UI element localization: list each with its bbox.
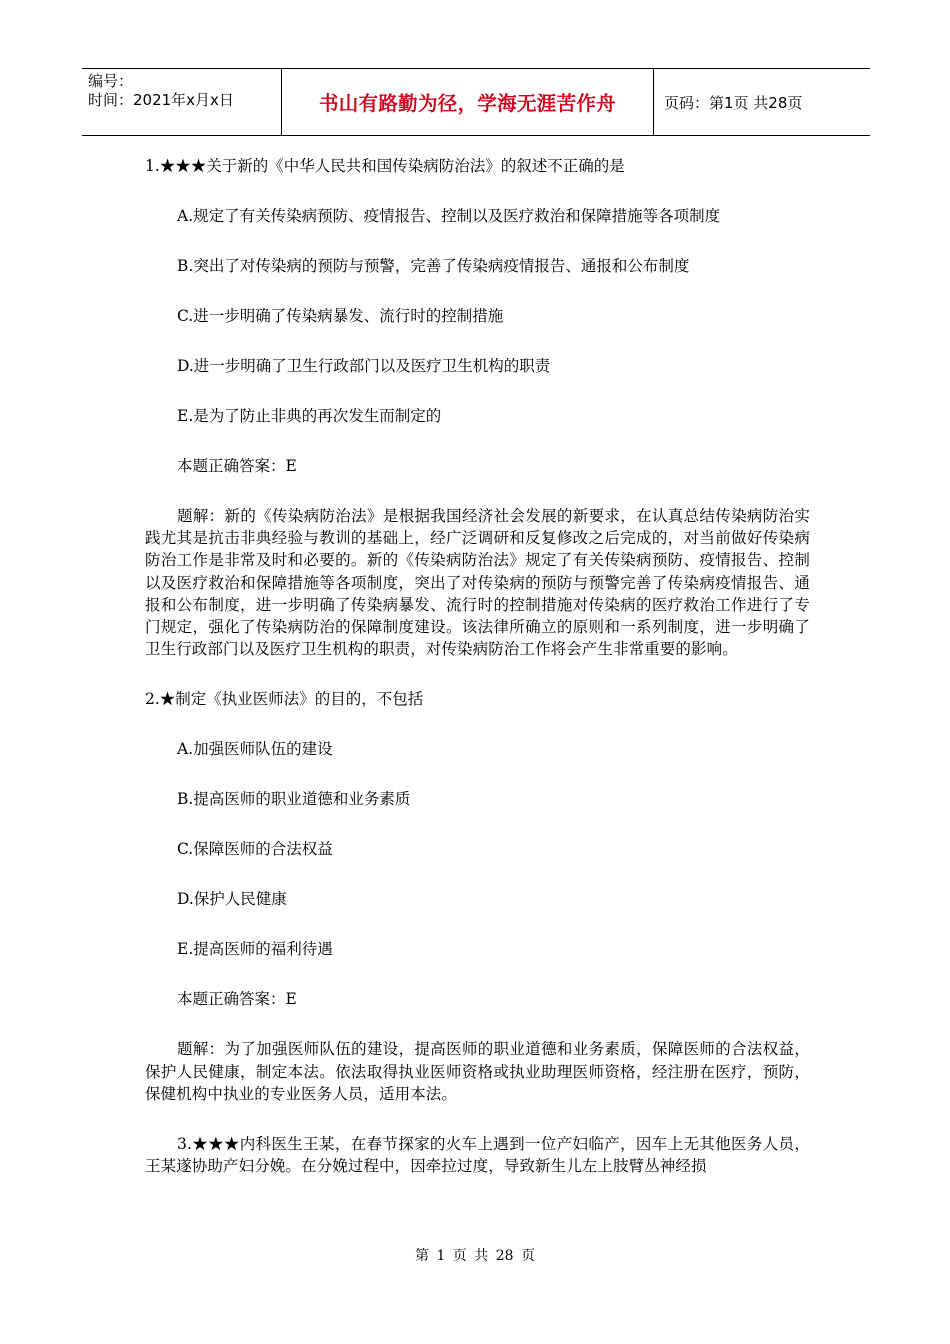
option-text: C.保障医师的合法权益 <box>177 840 333 859</box>
question-text: 1.★★★关于新的《中华人民共和国传染病防治法》的叙述不正确的是 <box>145 157 625 175</box>
option-text: A.加强医师队伍的建设 <box>177 740 333 759</box>
document-header <box>82 68 870 136</box>
option-text: A.规定了有关传染病预防、疫情报告、控制以及医疗救治和保障措施等各项制度 <box>177 207 721 225</box>
page-footer: 第 1 页 共 28 页 <box>415 1248 535 1264</box>
question-text: 2.★制定《执业医师法》的目的，不包括 <box>145 690 424 709</box>
option-text: D.保护人民健康 <box>177 890 287 909</box>
answer-text: 本题正确答案：E <box>177 457 297 475</box>
header-meta-cell <box>82 69 282 135</box>
number-label: 编号： <box>88 72 134 90</box>
option-text: E.提高医师的福利待遇 <box>177 940 333 959</box>
document-body <box>145 155 810 1205</box>
page-number-label: 页码：第1页 共28页 <box>664 93 803 112</box>
explanation-text: 3.★★★内科医生王某，在春节探家的火车上遇到一位产妇临产，因车上无其他医务人员，王某遂协助产妇分娩。在分娩过程中，因牵拉过度，导致新生儿左上肢臂丛神经损 <box>145 1135 810 1176</box>
motto-text: 书山有路勤为径，学海无涯苦作舟 <box>318 92 616 115</box>
date-label: 时间：2021年x月x日 <box>88 91 234 109</box>
option-text: B.突出了对传染病的预防与预警，完善了传染病疫情报告、通报和公布制度 <box>177 257 690 275</box>
explanation-text: 题解：新的《传染病防治法》是根据我国经济社会发展的新要求，在认真总结传染病防治实践尤其是抗击非典经验与教训的基础上，经广泛调研和反复修改之后完成的，对当前做好传染病防治工作是非常及时和必要的。新的《传染病防治法》规定了有关传染病预防、疫情报告、控制以及医疗救治和保障措施等各项制度，突出了对传染病的预防与预警完善了传染病疫情报告、通报和公布制度，进一步明确了传染病暴发、流行时的控制措施对传染病的医疗救治工作进行了专门规定，强化了传染病防治的保障制度建设。该法律所确立的原则和一系列制度，进一步明确了卫生行政部门以及医疗卫生机构的职责，对传染病防治工作将会产生非常重要的影响。 <box>145 507 810 659</box>
answer-text: 本题正确答案：E <box>177 990 297 1009</box>
option-text: B.提高医师的职业道德和业务素质 <box>177 790 411 809</box>
option-text: C.进一步明确了传染病暴发、流行时的控制措施 <box>177 307 504 325</box>
header-page-cell <box>654 69 870 135</box>
option-text: E.是为了防止非典的再次发生而制定的 <box>177 407 442 425</box>
header-motto-cell <box>282 69 654 135</box>
explanation-text: 题解：为了加强医师队伍的建设，提高医师的职业道德和业务素质，保障医师的合法权益，保护人民健康，制定本法。依法取得执业医师资格或执业助理医师资格，经注册在医疗，预防，保健机构中执业的专业医务人员，适用本法。 <box>145 1040 810 1103</box>
option-text: D.进一步明确了卫生行政部门以及医疗卫生机构的职责 <box>177 357 551 375</box>
